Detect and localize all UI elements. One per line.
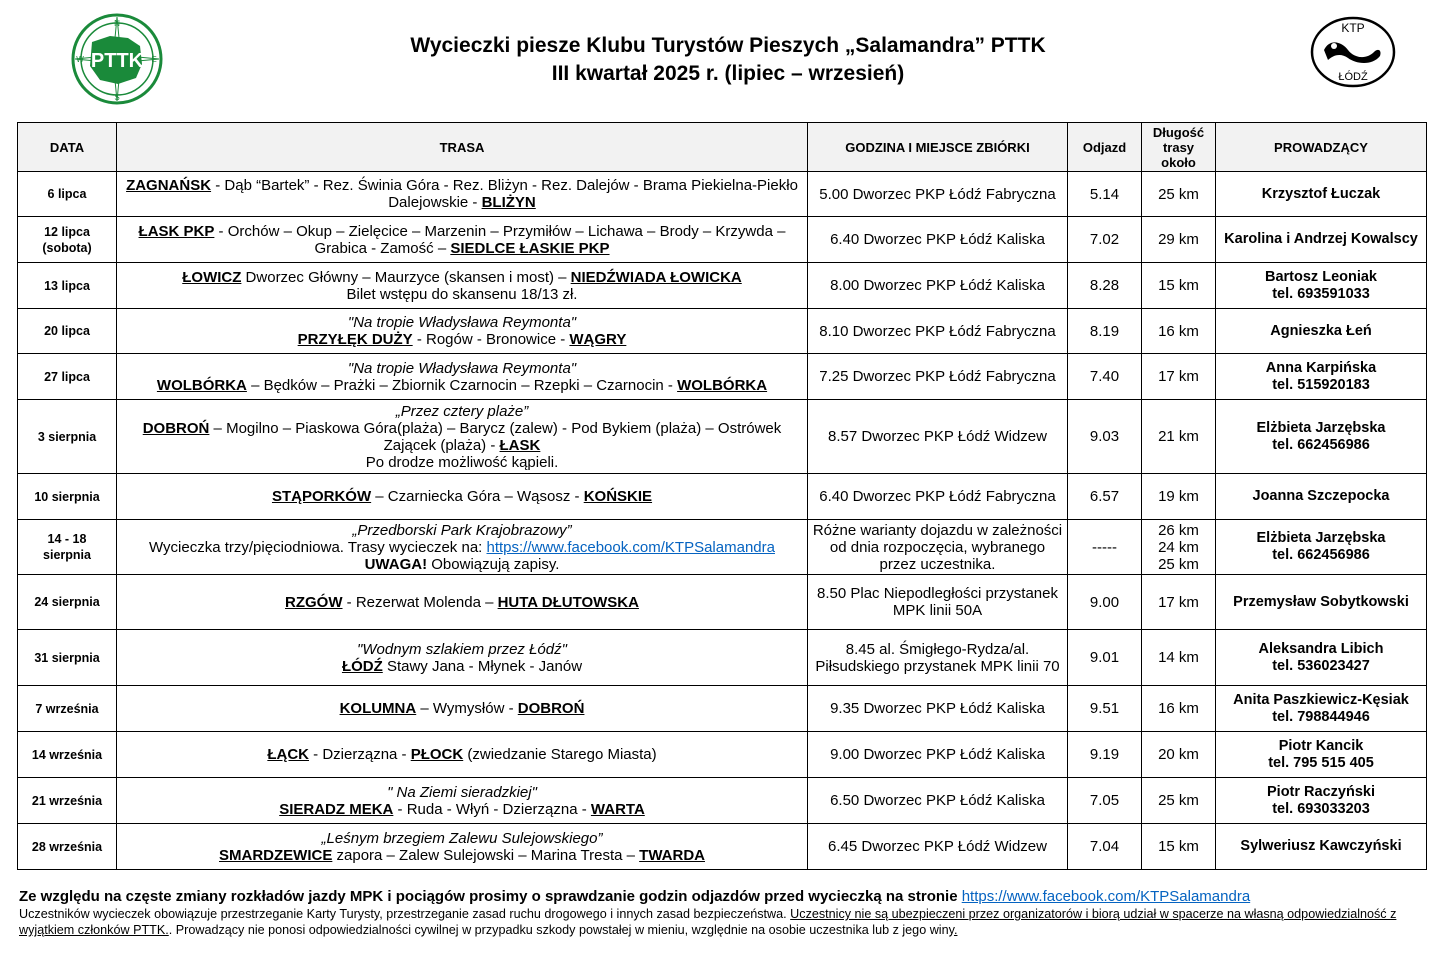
route-line (121, 269, 803, 286)
route-text: - Rogów - Bronowice - (412, 331, 570, 348)
route-start: PRZYŁĘK DUŻY (297, 331, 413, 348)
route-start: ŁĄCK (267, 746, 310, 763)
disclaimer-c: . Prowadzący nie ponosi odpowiedzialności cywilnej w przypadku szkody powstałej w mieniu, względnie na osobie uczestnika lub z jego winy (168, 923, 954, 937)
row-leader (1216, 400, 1427, 474)
row-meeting: 6.40 Dworzec PKP Łódź Kaliska (808, 217, 1068, 263)
row-date: 24 sierpnia (18, 575, 117, 630)
row-departure: ----- (1068, 520, 1142, 575)
route-start: RZGÓW (285, 593, 343, 611)
row-route (117, 630, 808, 686)
table-row (18, 263, 1427, 309)
row-leader (1216, 630, 1427, 686)
route-theme: "Wodnym szlakiem przez Łódź" (357, 640, 567, 658)
row-leader (1216, 172, 1427, 217)
warning-label: UWAGA! (364, 555, 428, 573)
route-end: WARTA (590, 800, 645, 818)
route-start: KOLUMNA (339, 700, 417, 717)
row-date: 14 września (18, 732, 117, 778)
leader-phone: tel. 536023427 (1272, 657, 1370, 674)
route-end: NIEDŹWIADA ŁOWICKA (570, 268, 742, 286)
route-start: ŁÓDŹ (341, 657, 383, 675)
row-date: 20 lipca (18, 309, 117, 354)
row-departure: 9.51 (1068, 686, 1142, 732)
route-note: Bilet wstępu do skansenu 18/13 zł. (346, 285, 578, 303)
route-text: – Mogilno – Piaskowa Góra(plaża) – Barycz (zalew) - Pod Bykiem (plaża) – Ostrówek Zającek (plaża) - (209, 419, 782, 454)
row-route (117, 172, 808, 217)
leader-name: Karolina i Andrzej Kowalscy (1224, 231, 1418, 247)
row-length: 29 km (1142, 217, 1216, 263)
route-end: HUTA DŁUTOWSKA (497, 593, 639, 611)
route-link[interactable]: https://www.facebook.com/KTPSalamandra (486, 538, 775, 556)
row-meeting: 9.35 Dworzec PKP Łódź Kaliska (808, 686, 1068, 732)
leader-name: Anita Paszkiewicz-Kęsiak (1233, 691, 1409, 708)
table-row (18, 824, 1427, 870)
route-text: - Rezerwat Molenda – (342, 593, 498, 611)
route-end: DOBROŃ (517, 700, 585, 717)
leader-name: Aleksandra Libich (1258, 640, 1384, 657)
footer-disclaimer (19, 906, 1439, 938)
route-start: ŁASK PKP (138, 222, 215, 240)
route-text: (zwiedzanie Starego Miasta) (463, 746, 657, 763)
route-start: DOBROŃ (142, 419, 210, 437)
col-header-leader: PROWADZĄCY (1216, 123, 1427, 172)
route-theme: " Na Ziemi sieradzkiej" (387, 783, 537, 801)
ktp-logo (1310, 16, 1396, 88)
row-route (117, 400, 808, 474)
row-date: 3 sierpnia (18, 400, 117, 474)
table-row (18, 686, 1427, 732)
route-line (121, 177, 803, 211)
row-departure: 7.05 (1068, 778, 1142, 824)
row-route (117, 575, 808, 630)
leader-name: Elżbieta Jarzębska (1256, 530, 1386, 546)
route-start: STĄPORKÓW (271, 488, 372, 505)
row-length: 16 km (1142, 309, 1216, 354)
row-length: 25 km (1142, 778, 1216, 824)
col-header-date: DATA (18, 123, 117, 172)
route-note: Po drodze możliwość kąpieli. (365, 453, 559, 471)
route-start: SIERADZ MEKA (279, 800, 394, 818)
leader-name: Piotr Kancik (1278, 737, 1364, 754)
col-header-meeting: GODZINA I MIEJSCE ZBIÓRKI (808, 123, 1068, 172)
row-meeting: 6.45 Dworzec PKP Łódź Widzew (808, 824, 1068, 870)
table-row (18, 474, 1427, 520)
pttk-logo (70, 12, 164, 106)
leader-name: Elżbieta Jarzębska (1256, 419, 1386, 436)
route-text: - Dzierzązna - (309, 746, 411, 763)
row-leader (1216, 474, 1427, 520)
route-line (121, 331, 803, 348)
schedule-table (17, 122, 1427, 870)
route-end: WĄGRY (569, 331, 627, 348)
pttk-logo-text: PTTK (90, 50, 144, 72)
route-text: zapora – Zalew Sulejowski – Marina Tresta – (332, 846, 640, 864)
route-text: - Dąb “Bartek” - Rez. Świnia Góra - Rez. Bliżyn - Rez. Dalejów - Brama Piekielna-Piekło Dalejowskie - (211, 177, 798, 211)
row-length: 15 km (1142, 263, 1216, 309)
row-meeting: 7.25 Dworzec PKP Łódź Fabryczna (808, 354, 1068, 400)
compass-n: N (114, 19, 120, 28)
row-route (117, 354, 808, 400)
route-theme: „Leśnym brzegiem Zalewu Sulejowskiego” (321, 829, 603, 847)
row-date: 7 września (18, 686, 117, 732)
row-route (117, 778, 808, 824)
row-date: 13 lipca (18, 263, 117, 309)
row-length: 17 km (1142, 354, 1216, 400)
route-line (121, 377, 803, 394)
leader-phone: tel. 693033203 (1272, 800, 1370, 817)
row-leader (1216, 520, 1427, 575)
route-line (121, 420, 803, 454)
leader-phone: tel. 693591033 (1272, 285, 1370, 302)
row-departure: 9.00 (1068, 575, 1142, 630)
col-header-departure: Odjazd (1068, 123, 1142, 172)
row-leader (1216, 686, 1427, 732)
row-departure: 8.28 (1068, 263, 1142, 309)
row-date: 31 sierpnia (18, 630, 117, 686)
row-meeting: 9.00 Dworzec PKP Łódź Kaliska (808, 732, 1068, 778)
row-departure: 7.04 (1068, 824, 1142, 870)
route-line (121, 700, 803, 717)
route-end: ŁASK (499, 436, 541, 454)
footer-facebook-link[interactable]: https://www.facebook.com/KTPSalamandra (961, 888, 1251, 905)
leader-phone: tel. 662456986 (1272, 436, 1370, 453)
row-leader (1216, 575, 1427, 630)
leader-phone: tel. 515920183 (1272, 376, 1370, 393)
route-text: Stawy Jana - Młynek - Janów (382, 657, 583, 675)
route-theme: „Przedborski Park Krajobrazowy” (352, 521, 572, 539)
page-subtitle: III kwartał 2025 r. (lipiec – wrzesień) (551, 62, 905, 85)
row-length: 25 km (1142, 172, 1216, 217)
row-leader (1216, 354, 1427, 400)
route-end: PŁOCK (410, 746, 464, 763)
leader-name: Piotr Raczyński (1267, 783, 1375, 800)
footer-notice (19, 888, 1250, 905)
footer-notice-text: Ze względu na częste zmiany rozkładów jazdy MPK i pociągów prosimy o sprawdzanie godzin odjazdów przed wycieczką na stronie (19, 888, 962, 905)
row-departure: 9.03 (1068, 400, 1142, 474)
route-theme: "Na tropie Władysława Reymonta" (347, 314, 577, 331)
route-start: WOLBÓRKA (156, 376, 247, 394)
leader-name: Anna Karpińska (1265, 359, 1377, 376)
route-end: KOŃSKIE (583, 488, 653, 505)
compass-w: W (76, 55, 84, 64)
row-date: 6 lipca (18, 172, 117, 217)
compass-s: S (114, 93, 120, 102)
compass-e: E (151, 55, 157, 64)
table-row (18, 575, 1427, 630)
table-row (18, 630, 1427, 686)
leader-phone: tel. 662456986 (1272, 547, 1370, 563)
row-departure: 8.19 (1068, 309, 1142, 354)
table-row (18, 400, 1427, 474)
route-end: SIEDLCE ŁASKIE PKP (450, 239, 610, 257)
page-title: Wycieczki piesze Klubu Turystów Pieszych „Salamandra” PTTK (410, 34, 1046, 57)
row-departure: 9.01 (1068, 630, 1142, 686)
col-header-route: TRASA (117, 123, 808, 172)
row-length: 21 km (1142, 400, 1216, 474)
disclaimer-d: . (953, 923, 958, 937)
table-header-row (18, 123, 1427, 172)
ktp-logo-top: KTP (1341, 21, 1365, 35)
route-text: Wycieczka trzy/pięciodniowa. Trasy wycieczek na: (149, 538, 487, 556)
table-row (18, 309, 1427, 354)
row-leader (1216, 263, 1427, 309)
route-warning (121, 556, 803, 573)
route-line (121, 801, 803, 818)
row-length: 20 km (1142, 732, 1216, 778)
row-date: 12 lipca (sobota) (18, 217, 117, 263)
row-date: 27 lipca (18, 354, 117, 400)
row-route (117, 520, 808, 575)
leader-name: Krzysztof Łuczak (1261, 185, 1381, 202)
row-route (117, 263, 808, 309)
route-text: - Ruda - Włyń - Dzierzązna - (393, 800, 591, 818)
row-leader (1216, 217, 1427, 263)
row-meeting: 8.10 Dworzec PKP Łódź Fabryczna (808, 309, 1068, 354)
warning-text: Obowiązują zapisy. (427, 555, 560, 573)
route-end: TWARDA (639, 846, 705, 864)
table-row (18, 217, 1427, 263)
row-length: 15 km (1142, 824, 1216, 870)
disclaimer-b: Uczestnicy nie są ubezpieczeni przez organizatorów i biorą udział w spacerze na własną odpowiedzialność z wyjątkiem członków PTTK. (19, 907, 1397, 937)
row-departure: 6.57 (1068, 474, 1142, 520)
row-date: 10 sierpnia (18, 474, 117, 520)
row-leader (1216, 824, 1427, 870)
route-line (121, 847, 803, 864)
row-route (117, 309, 808, 354)
route-line (121, 594, 803, 611)
row-length: 26 km 24 km 25 km (1142, 520, 1216, 575)
col-header-length: Długość trasy około (1142, 123, 1216, 172)
route-text: Dworzec Główny – Maurzyce (skansen i most) – (241, 268, 571, 286)
row-route (117, 474, 808, 520)
leader-phone: tel. 798844946 (1272, 708, 1370, 725)
row-meeting: 6.40 Dworzec PKP Łódź Fabryczna (808, 474, 1068, 520)
route-text: - Orchów – Okup – Zielęcice – Marzenin – Przymiłów – Lichawa – Brody – Krzywda – Grabica - Zamość – (214, 222, 786, 257)
route-start: ZAGNAŃSK (126, 177, 212, 194)
leader-phone: tel. 795 515 405 (1268, 754, 1374, 771)
leader-name: Sylweriusz Kawczyński (1240, 838, 1402, 854)
row-departure: 7.02 (1068, 217, 1142, 263)
row-date: 14 - 18 sierpnia (18, 520, 117, 575)
row-meeting: 5.00 Dworzec PKP Łódź Fabryczna (808, 172, 1068, 217)
row-length: 14 km (1142, 630, 1216, 686)
route-line (121, 658, 803, 675)
row-meeting: 6.50 Dworzec PKP Łódź Kaliska (808, 778, 1068, 824)
row-meeting: 8.45 al. Śmigłego-Rydza/al. Piłsudskiego przystanek MPK linii 70 (808, 630, 1068, 686)
leader-name: Agnieszka Łeń (1270, 322, 1372, 339)
ktp-logo-bottom: ŁÓDŹ (1338, 71, 1368, 83)
row-meeting: 8.50 Plac Niepodległości przystanek MPK linii 50A (808, 575, 1068, 630)
row-length: 19 km (1142, 474, 1216, 520)
leader-name: Joanna Szczepocka (1252, 488, 1390, 504)
route-line (121, 539, 803, 556)
route-start: ŁOWICZ (182, 268, 242, 286)
row-length: 16 km (1142, 686, 1216, 732)
row-route (117, 686, 808, 732)
row-departure: 7.40 (1068, 354, 1142, 400)
route-start: SMARDZEWICE (219, 846, 333, 864)
row-departure: 5.14 (1068, 172, 1142, 217)
row-date: 21 września (18, 778, 117, 824)
route-line (121, 223, 803, 257)
route-end: WOLBÓRKA (677, 376, 768, 394)
table-row (18, 354, 1427, 400)
row-meeting: Różne warianty dojazdu w zależności od dnia rozpoczęcia, wybranego przez uczestnika. (808, 520, 1068, 575)
route-line (121, 488, 803, 505)
route-theme: "Na tropie Władysława Reymonta" (347, 359, 577, 377)
route-text: – Wymysłów - (416, 700, 518, 717)
row-departure: 9.19 (1068, 732, 1142, 778)
row-length: 17 km (1142, 575, 1216, 630)
row-leader (1216, 309, 1427, 354)
route-line (121, 746, 803, 763)
route-text: – Będków – Prażki – Zbiornik Czarnocin – Rzepki – Czarnocin - (246, 376, 678, 394)
row-date: 28 września (18, 824, 117, 870)
route-end: BLIŻYN (481, 194, 536, 211)
leader-name: Przemysław Sobytkowski (1233, 593, 1409, 610)
row-route (117, 732, 808, 778)
table-row (18, 172, 1427, 217)
row-meeting: 8.00 Dworzec PKP Łódź Kaliska (808, 263, 1068, 309)
row-route (117, 824, 808, 870)
leader-name: Bartosz Leoniak (1265, 268, 1377, 285)
row-meeting: 8.57 Dworzec PKP Łódź Widzew (808, 400, 1068, 474)
table-row (18, 778, 1427, 824)
row-leader (1216, 732, 1427, 778)
disclaimer-a: Uczestników wycieczek obowiązuje przestrzeganie Karty Turysty, przestrzeganie zasad ruchu drogowego i innych zasad bezpieczeństwa. (19, 907, 791, 921)
route-text: – Czarniecka Góra – Wąsosz - (371, 488, 584, 505)
table-row (18, 520, 1427, 575)
route-theme: „Przez cztery plaże” (395, 402, 529, 420)
row-route (117, 217, 808, 263)
table-row (18, 732, 1427, 778)
row-leader (1216, 778, 1427, 824)
